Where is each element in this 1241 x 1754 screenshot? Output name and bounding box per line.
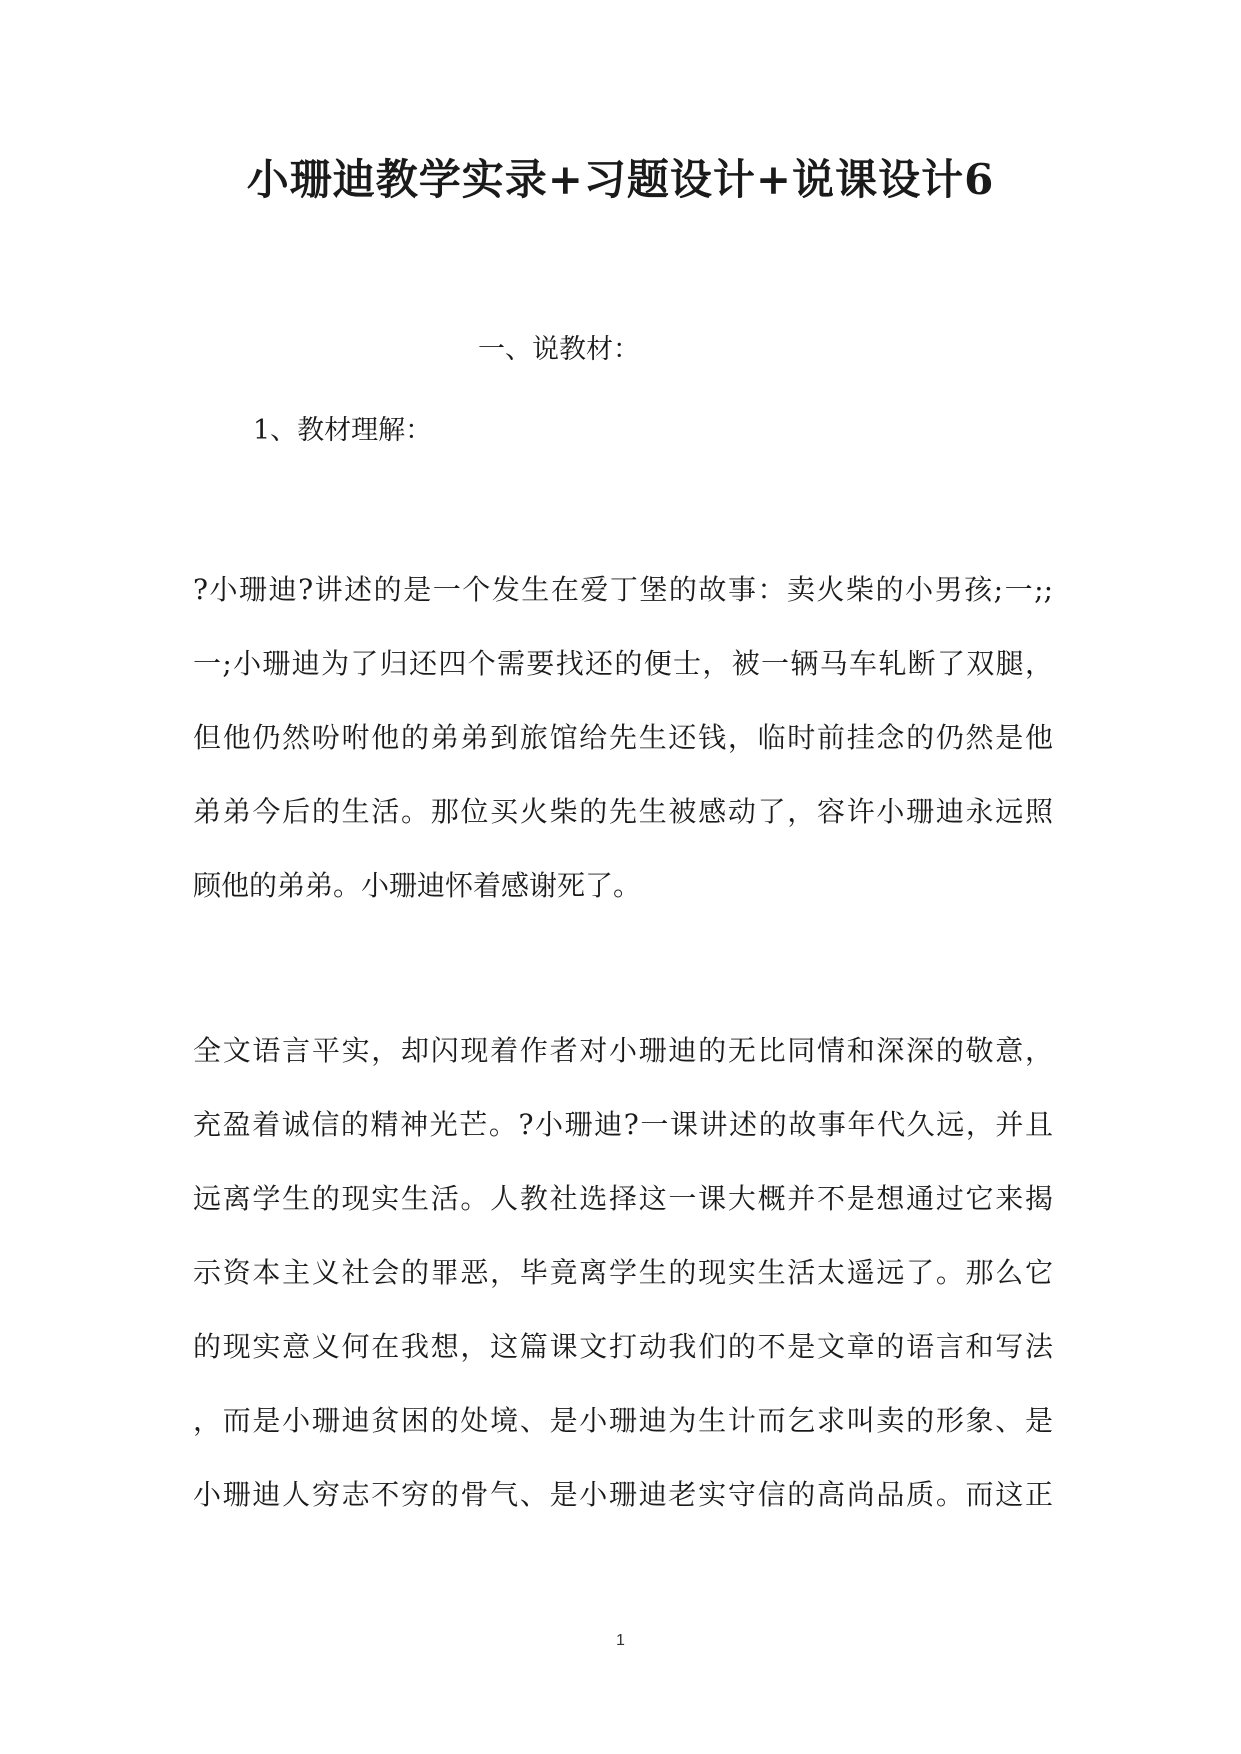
paragraph-line: 的现实意义何在我想，这篇课文打动我们的不是文章的语言和写法 (193, 1330, 1053, 1363)
paragraph-line: 全文语言平实，却闪现着作者对小珊迪的无比同情和深深的敬意， (193, 1034, 1053, 1067)
paragraph-line: 远离学生的现实生活。人教社选择这一课大概并不是想通过它来揭 (193, 1182, 1053, 1215)
paragraph-line: 但他仍然吩咐他的弟弟到旅馆给先生还钱，临时前挂念的仍然是他 (193, 721, 1053, 754)
paragraph-line: 充盈着诚信的精神光芒。?小珊迪?一课讲述的故事年代久远，并且 (193, 1108, 1053, 1141)
paragraph-line: 小珊迪人穷志不穷的骨气、是小珊迪老实守信的高尚品质。而这正 (193, 1478, 1053, 1511)
page-number: 1 (616, 1632, 625, 1649)
paragraph-2 (193, 1014, 1053, 1532)
paragraph-line: ，而是小珊迪贫困的处境、是小珊迪为生计而乞求叫卖的形象、是 (193, 1404, 1053, 1437)
paragraph-line: 示资本主义社会的罪恶，毕竟离学生的现实生活太遥远了。那么它 (193, 1256, 1053, 1289)
section-heading: 一、说教材： (478, 334, 640, 365)
paragraph-line: ?小珊迪?讲述的是一个发生在爱丁堡的故事：卖火柴的小男孩;一;; (193, 573, 1053, 606)
paragraph-line: 弟弟今后的生活。那位买火柴的先生被感动了，容许小珊迪永远照 (193, 795, 1053, 828)
paragraph-line: 顾他的弟弟。小珊迪怀着感谢死了。 (193, 869, 642, 902)
paragraph-1 (193, 553, 1053, 923)
paragraph-line: 一;小珊迪为了归还四个需要找还的便士，被一辆马车轧断了双腿， (193, 647, 1053, 680)
subsection-heading: 1、教材理解： (253, 415, 433, 446)
document-title: 小珊迪教学实录+习题设计+说课设计6 (246, 155, 995, 204)
